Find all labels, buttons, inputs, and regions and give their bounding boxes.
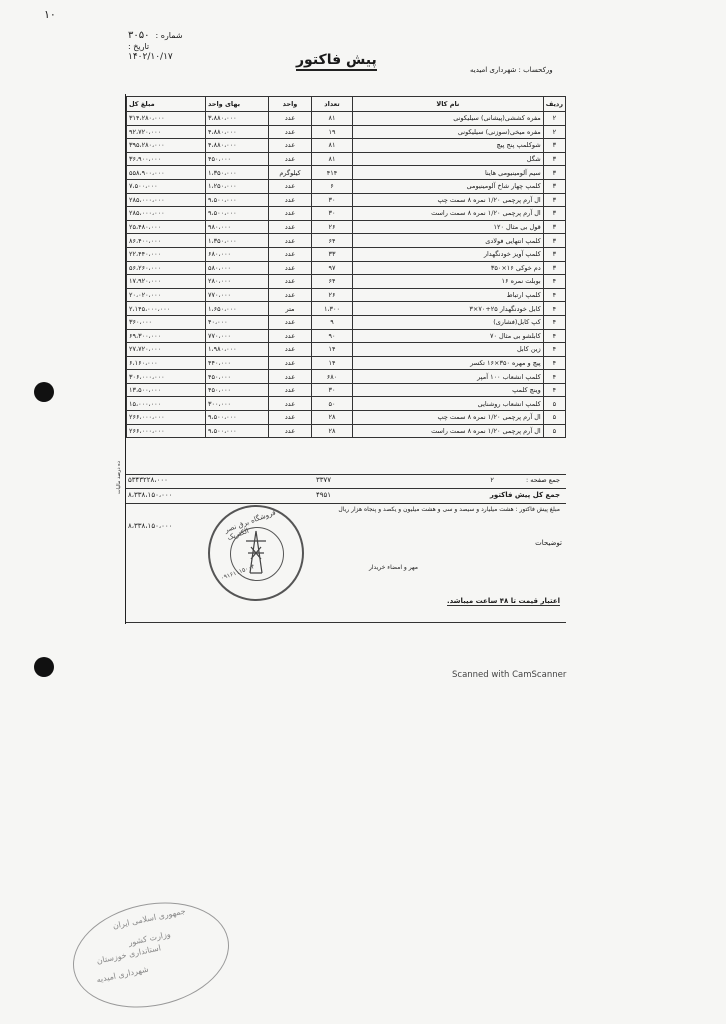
- remarks-label: توضیحات: [535, 539, 562, 547]
- row-qty: ۲۸: [312, 411, 353, 425]
- row-unit-price: ۹،۵۰۰،۰۰۰: [206, 207, 269, 221]
- row-unit: عدد: [269, 247, 312, 261]
- table-row: [127, 315, 566, 329]
- gov-stamp-line2: وزارت کشور: [127, 929, 172, 948]
- number-value: ۳۰۵۰: [128, 30, 150, 41]
- row-unit-price: ۳۰۰،۰۰۰: [206, 397, 269, 411]
- row-unit-price: ۷۷۰،۰۰۰: [206, 288, 269, 302]
- row-unit-price: ۱،۲۵۰،۰۰۰: [206, 179, 269, 193]
- table-row: [127, 152, 566, 166]
- row-number: ۳: [543, 152, 565, 166]
- row-unit: عدد: [269, 139, 312, 153]
- row-qty: ۳۰: [312, 193, 353, 207]
- table-row: [127, 112, 566, 126]
- row-name: شگل: [353, 152, 544, 166]
- row-qty: ۲۶: [312, 288, 353, 302]
- table-row: [127, 275, 566, 289]
- row-number: ۴: [543, 275, 565, 289]
- row-qty: ۱۴: [312, 343, 353, 357]
- amount-words: هشت میلیارد و سیصد و سی و هشت میلیون و یکصد و پنجاه هزار ریال: [338, 506, 514, 513]
- row-number: ۵: [543, 424, 565, 438]
- row-total: ۱۵،۰۰۰،۰۰۰: [127, 397, 206, 411]
- table-row: [127, 220, 566, 234]
- row-unit: عدد: [269, 315, 312, 329]
- table-row: [127, 329, 566, 343]
- row-number: ۴: [543, 302, 565, 316]
- scanner-watermark: Scanned with CamScanner: [452, 670, 567, 680]
- row-total: ۲۶۶،۰۰۰،۰۰۰: [127, 424, 206, 438]
- row-qty: ۱،۳۰۰: [312, 302, 353, 316]
- row-qty: ۱۹: [312, 125, 353, 139]
- row-unit: عدد: [269, 112, 312, 126]
- row-name: پیچ و مهره ۳۵۰×۱۶ تکسر: [353, 356, 544, 370]
- row-unit: عدد: [269, 343, 312, 357]
- row-number: ۵: [543, 397, 565, 411]
- row-total: ۲۸۵،۰۰۰،۰۰۰: [127, 193, 206, 207]
- row-total: ۳۹۵،۲۸۰،۰۰۰: [127, 139, 206, 153]
- table-row: [127, 343, 566, 357]
- divider: [126, 503, 566, 504]
- row-unit: عدد: [269, 261, 312, 275]
- grand-total: ۸،۳۳۸،۱۵۰،۰۰۰: [128, 491, 173, 499]
- buyer-sign: مهر و امضاء خریدار: [368, 564, 418, 571]
- row-unit-price: ۴۴۰،۰۰۰: [206, 356, 269, 370]
- row-total: ۵۶،۲۶۰،۰۰۰: [127, 261, 206, 275]
- row-unit: عدد: [269, 275, 312, 289]
- table-row: [127, 356, 566, 370]
- col-qty: تعداد: [312, 97, 353, 112]
- divider: [126, 474, 566, 475]
- row-qty: ۶۸۰: [312, 370, 353, 384]
- invoice-meta: [128, 30, 278, 63]
- table-row: [127, 383, 566, 397]
- row-total: ۲۶۶،۰۰۰،۰۰۰: [127, 411, 206, 425]
- row-total: ۷،۵۰۰،۰۰۰: [127, 179, 206, 193]
- grand-qty: ۴۹۵۱: [316, 491, 332, 499]
- row-number: ۳: [543, 139, 565, 153]
- stamp-phone: ۰۹۱۶۱۱۱۵۰۰۴: [219, 563, 256, 582]
- table-header-row: [127, 97, 566, 112]
- row-name: دم خوکی ۱۶×۳۵۰: [353, 261, 544, 275]
- row-unit-price: ۹،۵۰۰،۰۰۰: [206, 193, 269, 207]
- row-number: ۵: [543, 411, 565, 425]
- row-total: ۵۵۸،۹۰۰،۰۰۰: [127, 166, 206, 180]
- gov-stamp-line3: استانداری خوزستان: [95, 943, 162, 966]
- amount-total: ۸،۳۳۸،۱۵۰،۰۰۰: [128, 522, 173, 530]
- row-unit-price: ۴۵۰،۰۰۰: [206, 383, 269, 397]
- row-total: ۲۷،۷۲۰،۰۰۰: [127, 343, 206, 357]
- recipient: ورکحساب : شهرداری امیدیه: [470, 66, 553, 74]
- row-total: ۳۶،۹۰۰،۰۰۰: [127, 152, 206, 166]
- table-row: [127, 247, 566, 261]
- row-total: ۶،۱۶۰،۰۰۰: [127, 356, 206, 370]
- row-qty: ۳۰: [312, 383, 353, 397]
- row-qty: ۴۱۴: [312, 166, 353, 180]
- row-number: ۳: [543, 261, 565, 275]
- row-number: ۳: [543, 247, 565, 261]
- row-name: کابل خودنگهدار ۲۵+۷۰×۳: [353, 302, 544, 316]
- stamp-shop-name: فروشگاه برق نصر الکتریک: [223, 508, 277, 542]
- row-qty: ۳۳: [312, 247, 353, 261]
- row-total: ۲۲،۴۴۰،۰۰۰: [127, 247, 206, 261]
- divider: [126, 622, 566, 623]
- row-name: کلمپ انشعاب روشنایی: [353, 397, 544, 411]
- row-name: ال آرم پرچمی ۱/۲۰ نمره ۸ سمت چپ: [353, 193, 544, 207]
- row-unit-price: ۹،۵۰۰،۰۰۰: [206, 424, 269, 438]
- row-unit: عدد: [269, 397, 312, 411]
- row-number: ۳: [543, 179, 565, 193]
- row-qty: ۸۱: [312, 139, 353, 153]
- corner-mark: ۱۰: [44, 8, 56, 21]
- row-total: ۱۷،۹۲۰،۰۰۰: [127, 275, 206, 289]
- page-sum-total: ۵۳۴۳۲۲۸،۰۰۰: [128, 476, 168, 484]
- page-sum-label-text: جمع صفحه :: [525, 476, 560, 484]
- row-number: ۳: [543, 234, 565, 248]
- row-qty: ۸۱: [312, 112, 353, 126]
- row-unit: عدد: [269, 356, 312, 370]
- row-name: کلمپ چهار شاخ آلومینیومی: [353, 179, 544, 193]
- table-row: [127, 234, 566, 248]
- col-name: نام کالا: [353, 97, 544, 112]
- items-table: [126, 96, 566, 438]
- row-unit-price: ۲۸۰،۰۰۰: [206, 275, 269, 289]
- row-qty: ۲۶: [312, 220, 353, 234]
- row-unit: متر: [269, 302, 312, 316]
- row-unit-price: ۴،۸۸۰،۰۰۰: [206, 125, 269, 139]
- row-unit-price: ۱،۹۸۰،۰۰۰: [206, 343, 269, 357]
- row-qty: ۲۸: [312, 424, 353, 438]
- row-number: ۳: [543, 220, 565, 234]
- table-row: [127, 207, 566, 221]
- row-name: مفره میخی(سوزنی) سیلیکونی: [353, 125, 544, 139]
- row-unit: عدد: [269, 207, 312, 221]
- row-total: ۹۲،۷۲۰،۰۰۰: [127, 125, 206, 139]
- invoice-sheet: [116, 94, 568, 624]
- row-number: ۴: [543, 356, 565, 370]
- gov-stamp-line4: شهرداری امیدیه: [95, 964, 150, 985]
- row-total: ۶۹،۳۰۰،۰۰۰: [127, 329, 206, 343]
- row-unit: عدد: [269, 383, 312, 397]
- grand-label: جمع کل پیش فاکتور: [489, 491, 560, 499]
- table-row: [127, 370, 566, 384]
- row-total: ۲،۱۴۵،۰۰۰،۰۰۰: [127, 302, 206, 316]
- validity-note: اعتبار قیمت تا ۴۸ ساعت میباشد.: [446, 597, 560, 605]
- row-total: ۸۶،۴۰۰،۰۰۰: [127, 234, 206, 248]
- government-stamp: [63, 889, 239, 1022]
- table-row: [127, 193, 566, 207]
- row-unit-price: ۹،۵۰۰،۰۰۰: [206, 411, 269, 425]
- row-unit: عدد: [269, 424, 312, 438]
- row-number: ۳: [543, 166, 565, 180]
- row-qty: ۶۴: [312, 234, 353, 248]
- date-value: ۱۴۰۲/۱۰/۱۷: [128, 52, 173, 62]
- row-name: بوبلت نمره ۱۶: [353, 275, 544, 289]
- row-total: ۳۰۶،۰۰۰،۰۰۰: [127, 370, 206, 384]
- row-name: کابلشو بی مثال ۷۰: [353, 329, 544, 343]
- row-qty: ۶۴: [312, 275, 353, 289]
- row-unit: عدد: [269, 288, 312, 302]
- row-number: ۴: [543, 383, 565, 397]
- col-unit-price: بهای واحد: [206, 97, 269, 112]
- row-number: ۴: [543, 370, 565, 384]
- row-qty: ۸۱: [312, 152, 353, 166]
- divider: [126, 488, 566, 489]
- row-unit: کیلوگرم: [269, 166, 312, 180]
- row-qty: ۹۰: [312, 329, 353, 343]
- row-unit-price: ۵۸۰،۰۰۰: [206, 261, 269, 275]
- col-unit: واحد: [269, 97, 312, 112]
- row-unit-price: ۴۰،۰۰۰: [206, 315, 269, 329]
- row-number: ۴: [543, 343, 565, 357]
- table-row: [127, 139, 566, 153]
- row-unit-price: ۱،۶۵۰،۰۰۰: [206, 302, 269, 316]
- row-unit: عدد: [269, 370, 312, 384]
- row-name: ال آرم پرچمی ۱/۲۰ نمره ۸ سمت راست: [353, 207, 544, 221]
- row-total: ۲۸۵،۰۰۰،۰۰۰: [127, 207, 206, 221]
- row-unit: عدد: [269, 152, 312, 166]
- row-name: وینچ کلمپ: [353, 383, 544, 397]
- row-unit-price: ۱،۳۵۰،۰۰۰: [206, 166, 269, 180]
- row-name: ال آرم پرچمی ۱/۲۰ نمره ۸ سمت چپ: [353, 411, 544, 425]
- row-qty: ۳۰: [312, 207, 353, 221]
- page-title: پیش فاکتور: [296, 52, 377, 71]
- row-unit-price: ۴۵۰،۰۰۰: [206, 370, 269, 384]
- punch-hole: [34, 657, 54, 677]
- row-unit: عدد: [269, 411, 312, 425]
- row-total: ۲۵،۴۸۰،۰۰۰: [127, 220, 206, 234]
- row-name: قول بی مثال ۱۲۰: [353, 220, 544, 234]
- row-name: ال آرم پرچمی ۱/۲۰ نمره ۸ سمت راست: [353, 424, 544, 438]
- row-unit-price: ۴۵۰،۰۰۰: [206, 152, 269, 166]
- table-row: [127, 424, 566, 438]
- table-row: [127, 411, 566, 425]
- row-number: ۴: [543, 288, 565, 302]
- row-name: کپ کابل(فشاری): [353, 315, 544, 329]
- table-row: [127, 179, 566, 193]
- row-name: کلمپ انتهایی فولادی: [353, 234, 544, 248]
- row-number: ۳: [543, 193, 565, 207]
- table-row: [127, 302, 566, 316]
- row-name: کلمپ انشعاب ۱۰۰ آمپر: [353, 370, 544, 384]
- row-unit: عدد: [269, 329, 312, 343]
- col-row-number: ردیف: [543, 97, 565, 112]
- row-unit-price: ۹۸۰،۰۰۰: [206, 220, 269, 234]
- row-number: ۲: [543, 112, 565, 126]
- page-sum-qty: ۳۳۷۷: [316, 476, 332, 484]
- amount-in-words: [338, 506, 560, 513]
- row-total: ۳۶۰،۰۰۰: [127, 315, 206, 329]
- row-qty: ۹۷: [312, 261, 353, 275]
- side-note: ده درصد مالیات: [116, 460, 122, 494]
- table-row: [127, 261, 566, 275]
- row-unit-price: ۴،۸۸۰،۰۰۰: [206, 139, 269, 153]
- page-no: ۲: [490, 476, 494, 484]
- row-qty: ۹: [312, 315, 353, 329]
- row-unit: عدد: [269, 179, 312, 193]
- row-total: ۱۳،۵۰۰،۰۰۰: [127, 383, 206, 397]
- row-unit: عدد: [269, 193, 312, 207]
- row-name: مفره کششی(پیشانی) سیلیکونی: [353, 112, 544, 126]
- row-number: ۲: [543, 125, 565, 139]
- row-name: کلمپ آویز خودنگهدار: [353, 247, 544, 261]
- row-unit: عدد: [269, 125, 312, 139]
- gov-stamp-line1: جمهوری اسلامی ایران: [111, 906, 187, 931]
- table-row: [127, 288, 566, 302]
- row-total: ۲۰،۰۲۰،۰۰۰: [127, 288, 206, 302]
- amount-label: مبلغ پیش فاکتور :: [515, 506, 560, 513]
- row-number: ۳: [543, 207, 565, 221]
- row-qty: ۵۰: [312, 397, 353, 411]
- date-label: تاریخ :: [128, 42, 150, 51]
- number-label: شماره :: [155, 31, 183, 40]
- row-name: زین کابل: [353, 343, 544, 357]
- row-unit: عدد: [269, 234, 312, 248]
- row-number: ۴: [543, 315, 565, 329]
- row-name: سیم آلومینیومی هاینا: [353, 166, 544, 180]
- page-sum-label: [490, 476, 560, 484]
- row-name: شوکلمپ پنج پیچ: [353, 139, 544, 153]
- row-unit-price: ۶۸۰،۰۰۰: [206, 247, 269, 261]
- row-name: کلمپ ارتباط: [353, 288, 544, 302]
- table-row: [127, 125, 566, 139]
- row-total: ۳۱۴،۲۸۰،۰۰۰: [127, 112, 206, 126]
- row-unit: عدد: [269, 220, 312, 234]
- row-number: ۴: [543, 329, 565, 343]
- shop-stamp: [208, 505, 304, 601]
- row-unit-price: ۱،۳۵۰،۰۰۰: [206, 234, 269, 248]
- punch-hole: [34, 382, 54, 402]
- table-row: [127, 166, 566, 180]
- col-total: مبلغ کل: [127, 97, 206, 112]
- row-unit-price: ۷۷۰،۰۰۰: [206, 329, 269, 343]
- row-qty: ۱۴: [312, 356, 353, 370]
- row-unit-price: ۳،۸۸۰،۰۰۰: [206, 112, 269, 126]
- table-row: [127, 397, 566, 411]
- row-qty: ۶: [312, 179, 353, 193]
